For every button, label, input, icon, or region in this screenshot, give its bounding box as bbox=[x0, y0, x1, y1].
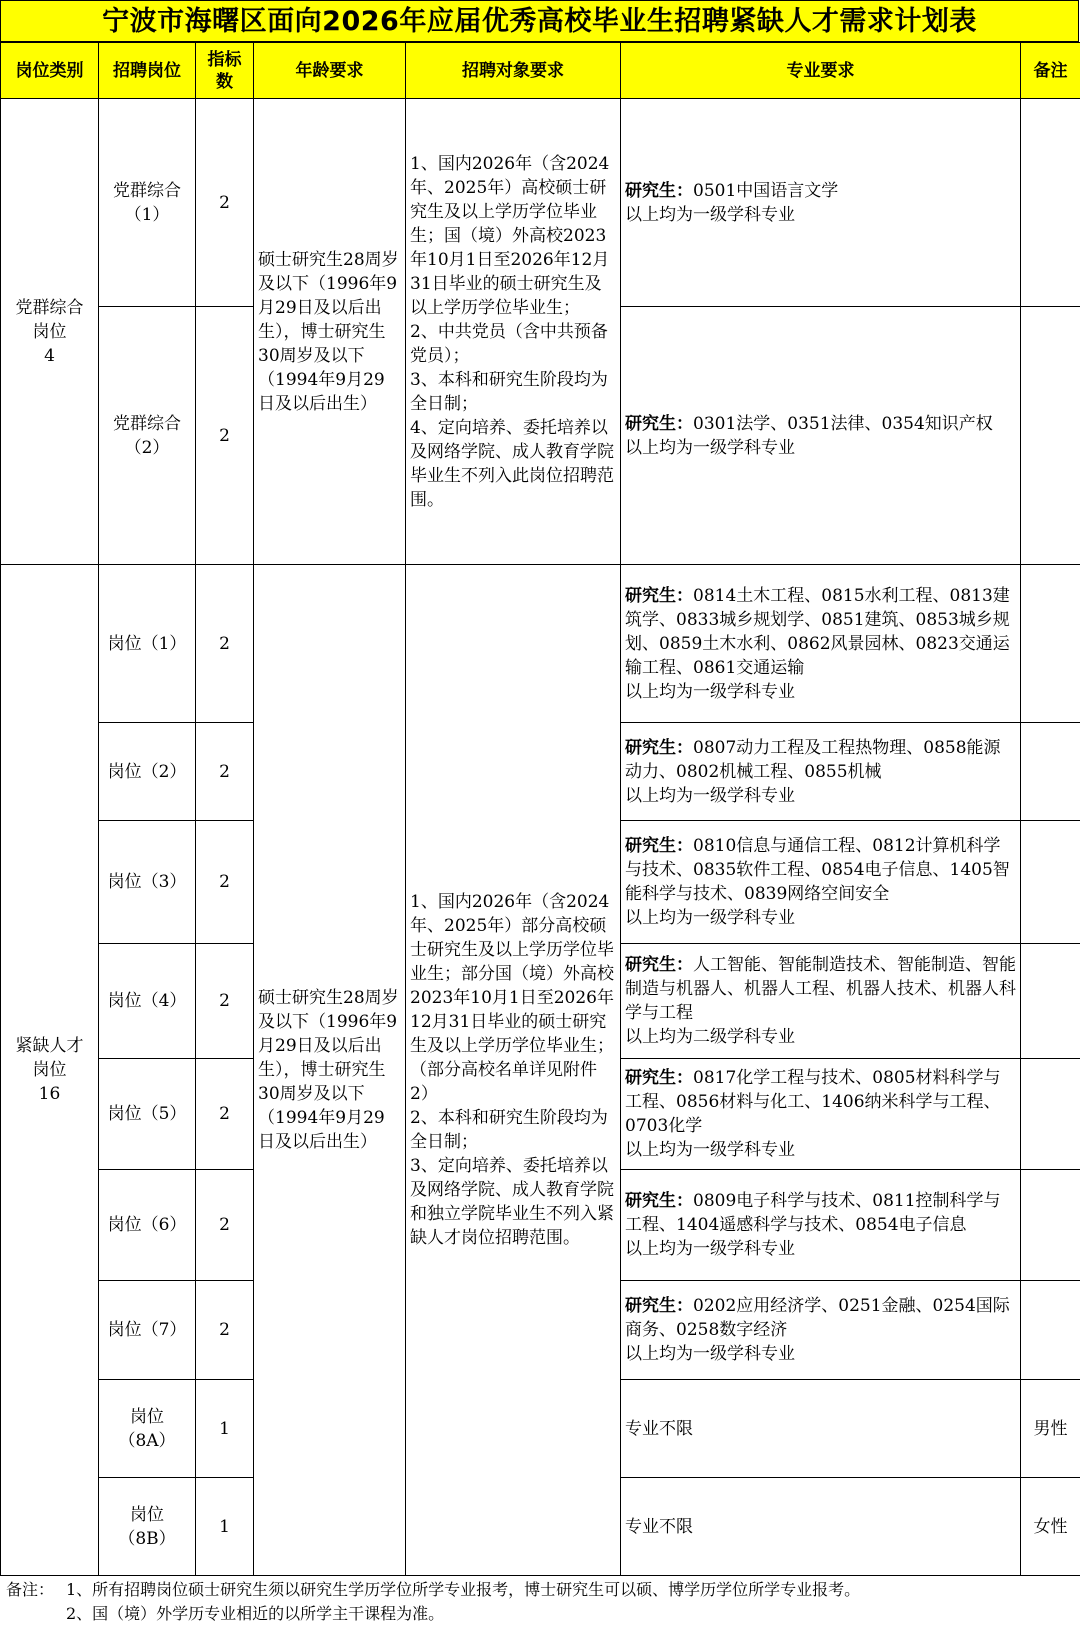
header-quota: 指标数 bbox=[196, 43, 254, 99]
major-cell bbox=[621, 307, 1021, 565]
major-label: 研究生： bbox=[625, 955, 693, 975]
position-cell: 岗位（1） bbox=[99, 565, 196, 723]
header-major: 专业要求 bbox=[621, 43, 1021, 99]
position-cell: 党群综合 （2） bbox=[99, 307, 196, 565]
major-note: 以上均为一级学科专业 bbox=[625, 785, 795, 806]
major-label: 研究生： bbox=[625, 836, 693, 856]
quota-cell: 2 bbox=[196, 565, 254, 723]
position-cell: 党群综合 （1） bbox=[99, 99, 196, 307]
recruitment-table bbox=[0, 42, 1080, 1576]
table-row bbox=[1, 565, 1080, 723]
major-text: 0809电子科学与技术、0811控制科学与工程、1404遥感科学与技术、0854电子信息 bbox=[625, 1191, 1001, 1235]
header-row bbox=[1, 43, 1080, 99]
header-remark: 备注 bbox=[1021, 43, 1080, 99]
major-cell bbox=[621, 1281, 1021, 1380]
target-cell: 1、国内2026年（含2024年、2025年）高校硕士研究生及以上学历学位毕业生；国（境）外高校2023年10月1日至2026年12月31日毕业的硕士研究生及以上学历学位毕业生； 2、中共党员（含中共预备党员）； 3、本科和研究生阶段均为全日制； 4、定向培养、委托培养以及网络学院、成人教育学院毕业生不列入此岗位招聘范围。 bbox=[406, 99, 621, 565]
footer-line-2 bbox=[0, 1602, 1080, 1626]
header-target: 招聘对象要求 bbox=[406, 43, 621, 99]
footer-note-1: 1、所有招聘岗位硕士研究生须以研究生学历学位所学专业报考，博士研究生可以硕、博学历学位所学专业报考。 bbox=[66, 1580, 861, 1599]
category-cell: 紧缺人才 岗位 16 bbox=[1, 565, 99, 1576]
target-cell: 1、国内2026年（含2024年、2025年）部分高校硕士研究生及以上学历学位毕业生；部分国（境）外高校2023年10月1日至2026年12月31日毕业的硕士研究生及以上学历学位毕业生；（部分高校名单详见附件2） 2、本科和研究生阶段均为全日制； 3、定向培养、委托培养以及网络学院、成人教育学院和独立学院毕业生不列入紧缺人才岗位招聘范围。 bbox=[406, 565, 621, 1576]
footer-line-1 bbox=[0, 1578, 1080, 1602]
age-cell: 硕士研究生28周岁及以下（1996年9月29日及以后出生），博士研究生30周岁及以下（1994年9月29日及以后出生） bbox=[254, 99, 406, 565]
quota-cell: 1 bbox=[196, 1380, 254, 1478]
remark-cell bbox=[1021, 1281, 1080, 1380]
major-note: 以上均为一级学科专业 bbox=[625, 681, 795, 702]
major-cell: 专业不限 bbox=[621, 1380, 1021, 1478]
major-note: 以上均为一级学科专业 bbox=[625, 1140, 795, 1160]
header-category: 岗位类别 bbox=[1, 43, 99, 99]
major-label: 研究生： bbox=[625, 1296, 693, 1316]
position-cell: 岗位 （8A） bbox=[99, 1380, 196, 1478]
position-cell: 岗位（3） bbox=[99, 821, 196, 944]
quota-cell: 2 bbox=[196, 821, 254, 944]
major-text: 0501中国语言文学 bbox=[693, 180, 839, 201]
major-text: 0807动力工程及工程热物理、0858能源动力、0802机械工程、0855机械 bbox=[625, 737, 1001, 782]
major-cell bbox=[621, 821, 1021, 944]
page-title: 宁波市海曙区面向2026年应届优秀高校毕业生招聘紧缺人才需求计划表 bbox=[0, 0, 1079, 42]
position-cell: 岗位（7） bbox=[99, 1281, 196, 1380]
quota-cell: 2 bbox=[196, 1059, 254, 1170]
quota-cell: 2 bbox=[196, 1281, 254, 1380]
major-text: 0810信息与通信工程、0812计算机科学与技术、0835软件工程、0854电子信息、1405智能科学与技术、0839网络空间安全 bbox=[625, 836, 1010, 904]
remark-cell bbox=[1021, 99, 1080, 307]
table-row bbox=[1, 99, 1080, 307]
remark-cell bbox=[1021, 565, 1080, 723]
position-cell: 岗位（2） bbox=[99, 723, 196, 821]
major-note: 以上均为一级学科专业 bbox=[625, 437, 795, 458]
category-cell: 党群综合 岗位 4 bbox=[1, 99, 99, 565]
major-cell: 专业不限 bbox=[621, 1478, 1021, 1576]
major-text: 0814土木工程、0815水利工程、0813建筑学、0833城乡规划学、0851建筑、0853城乡规划、0859土木水利、0862风景园林、0823交通运输工程、0861交通运输 bbox=[625, 585, 1010, 678]
quota-cell: 2 bbox=[196, 307, 254, 565]
position-cell: 岗位 （8B） bbox=[99, 1478, 196, 1576]
major-note: 以上均为一级学科专业 bbox=[625, 908, 795, 928]
major-text: 0301法学、0351法律、0354知识产权 bbox=[693, 413, 993, 434]
header-position: 招聘岗位 bbox=[99, 43, 196, 99]
major-text: 人工智能、智能制造技术、智能制造、智能制造与机器人、机器人工程、机器人技术、机器人科学与工程 bbox=[625, 955, 1016, 1023]
major-note: 以上均为一级学科专业 bbox=[625, 204, 795, 225]
age-cell: 硕士研究生28周岁及以下（1996年9月29日及以后出生），博士研究生30周岁及以下（1994年9月29日及以后出生） bbox=[254, 565, 406, 1576]
footer-notes bbox=[0, 1578, 1080, 1626]
quota-cell: 2 bbox=[196, 99, 254, 307]
major-note: 以上均为一级学科专业 bbox=[625, 1344, 795, 1364]
major-cell bbox=[621, 723, 1021, 821]
major-cell bbox=[621, 944, 1021, 1059]
quota-cell: 2 bbox=[196, 1170, 254, 1281]
position-cell: 岗位（4） bbox=[99, 944, 196, 1059]
major-label: 研究生： bbox=[625, 1068, 693, 1088]
major-text: 0202应用经济学、0251金融、0254国际商务、0258数字经济 bbox=[625, 1296, 1010, 1340]
footer-note-2: 2、国（境）外学历专业相近的以所学主干课程为准。 bbox=[66, 1604, 445, 1623]
major-note: 以上均为二级学科专业 bbox=[625, 1027, 795, 1047]
quota-cell: 1 bbox=[196, 1478, 254, 1576]
position-cell: 岗位（6） bbox=[99, 1170, 196, 1281]
remark-cell bbox=[1021, 307, 1080, 565]
remark-cell: 男性 bbox=[1021, 1380, 1080, 1478]
major-label: 研究生： bbox=[625, 413, 693, 434]
major-text: 0817化学工程与技术、0805材料科学与工程、0856材料与化工、1406纳米科学与工程、0703化学 bbox=[625, 1068, 1001, 1136]
major-label: 研究生： bbox=[625, 585, 693, 606]
position-cell: 岗位（5） bbox=[99, 1059, 196, 1170]
quota-cell: 2 bbox=[196, 944, 254, 1059]
major-cell bbox=[621, 1059, 1021, 1170]
footer-label: 备注： bbox=[6, 1580, 55, 1599]
remark-cell bbox=[1021, 1059, 1080, 1170]
quota-cell: 2 bbox=[196, 723, 254, 821]
major-cell bbox=[621, 99, 1021, 307]
major-note: 以上均为一级学科专业 bbox=[625, 1239, 795, 1259]
major-label: 研究生： bbox=[625, 180, 693, 201]
major-label: 研究生： bbox=[625, 737, 693, 758]
remark-cell bbox=[1021, 723, 1080, 821]
remark-cell bbox=[1021, 944, 1080, 1059]
major-cell bbox=[621, 1170, 1021, 1281]
major-cell bbox=[621, 565, 1021, 723]
major-label: 研究生： bbox=[625, 1191, 693, 1211]
remark-cell bbox=[1021, 821, 1080, 944]
remark-cell bbox=[1021, 1170, 1080, 1281]
header-age: 年龄要求 bbox=[254, 43, 406, 99]
remark-cell: 女性 bbox=[1021, 1478, 1080, 1576]
